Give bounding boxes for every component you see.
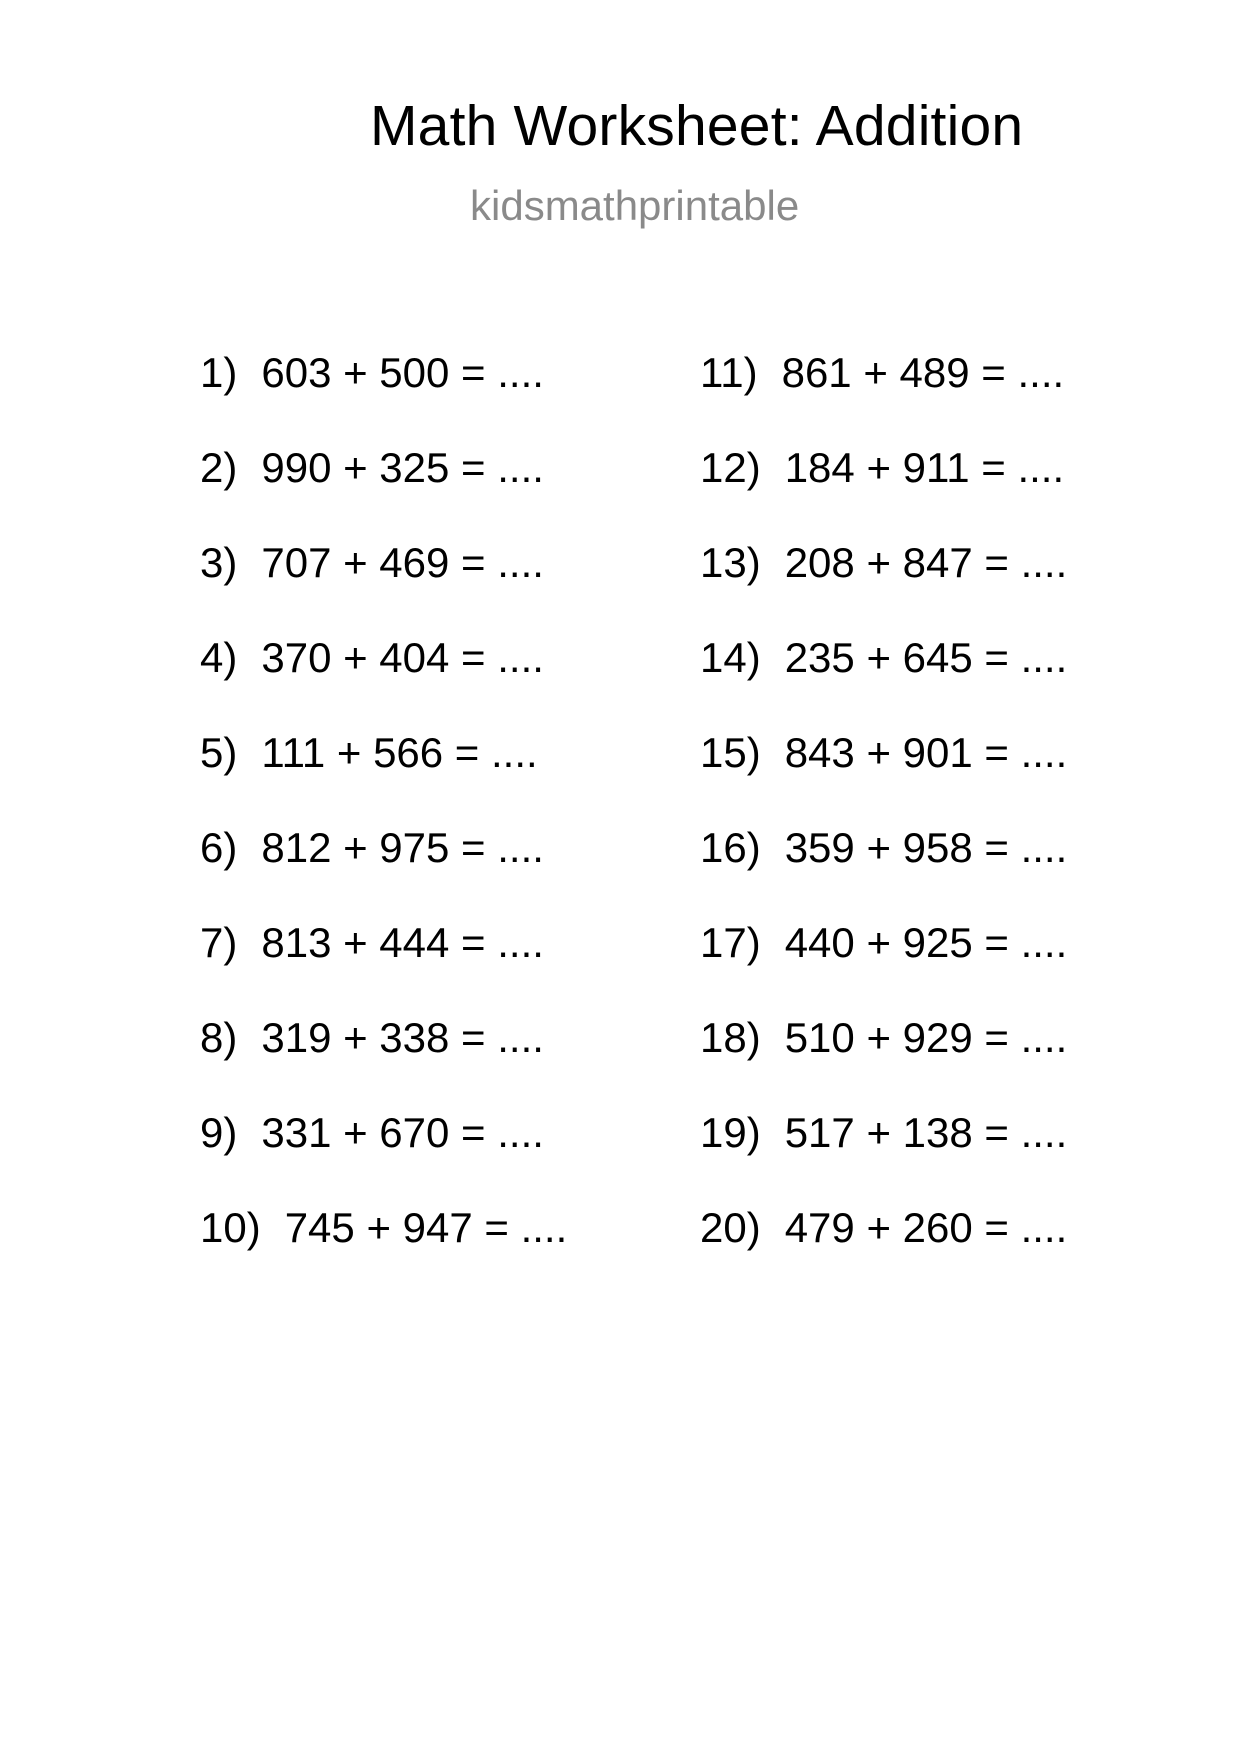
problem-number: 7) [200,919,238,966]
problem-item [200,1204,568,1302]
problem-expression: 111 + 566 = .... [261,729,538,776]
problem-item [200,1109,567,1207]
problem-expression: 359 + 958 = .... [784,824,1068,871]
problem-number: 16) [700,824,761,871]
problem-expression: 990 + 325 = .... [261,444,544,491]
problem-item [700,824,1068,922]
problem-number: 6) [200,824,238,871]
problem-number: 1) [200,349,238,396]
problem-item [700,349,1067,447]
problem-expression: 479 + 260 = .... [784,1204,1068,1251]
problem-expression: 745 + 947 = .... [284,1204,568,1251]
problem-number: 11) [700,349,758,396]
problem-item [200,729,567,827]
problem-number: 12) [700,444,761,491]
problem-expression: 370 + 404 = .... [261,634,544,681]
problem-number: 20) [700,1204,761,1251]
problem-number: 8) [200,1014,238,1061]
problem-item [200,919,567,1017]
problem-item [700,539,1068,637]
problem-number: 10) [200,1204,261,1251]
problem-number: 4) [200,634,238,681]
problem-number: 18) [700,1014,761,1061]
problem-expression: 861 + 489 = .... [781,349,1065,396]
problem-number: 9) [200,1109,238,1156]
problem-expression: 208 + 847 = .... [784,539,1068,586]
problem-item [700,919,1068,1017]
problem-number: 15) [700,729,761,776]
problem-item [700,1204,1068,1302]
problem-number: 17) [700,919,761,966]
problem-expression: 319 + 338 = .... [261,1014,544,1061]
problem-expression: 813 + 444 = .... [261,919,544,966]
problem-item [700,1014,1068,1112]
problem-expression: 517 + 138 = .... [784,1109,1068,1156]
problem-item [700,634,1068,732]
problem-item [200,349,567,447]
problem-number: 13) [700,539,761,586]
problem-item [700,1109,1068,1207]
problem-item [200,444,567,542]
problem-number: 5) [200,729,238,776]
problem-item [700,729,1068,827]
problem-item [200,1014,567,1112]
problem-expression: 707 + 469 = .... [261,539,544,586]
problem-number: 3) [200,539,238,586]
problems-right-column [700,349,1068,1302]
problem-expression: 603 + 500 = .... [261,349,544,396]
problem-item [200,539,567,637]
worksheet-subtitle: kidsmathprintable [470,182,800,229]
problems-left-column [200,349,568,1302]
problem-expression: 440 + 925 = .... [784,919,1068,966]
problem-item [200,634,567,732]
worksheet-title: Math Worksheet: Addition [370,94,1024,158]
problem-expression: 812 + 975 = .... [261,824,544,871]
problem-expression: 843 + 901 = .... [784,729,1068,776]
problem-item [700,444,1067,542]
problem-expression: 184 + 911 = .... [784,444,1065,491]
problem-expression: 510 + 929 = .... [784,1014,1068,1061]
problem-number: 2) [200,444,238,491]
problem-expression: 235 + 645 = .... [784,634,1068,681]
problem-expression: 331 + 670 = .... [261,1109,544,1156]
problem-number: 19) [700,1109,761,1156]
problem-item [200,824,567,922]
problem-number: 14) [700,634,761,681]
